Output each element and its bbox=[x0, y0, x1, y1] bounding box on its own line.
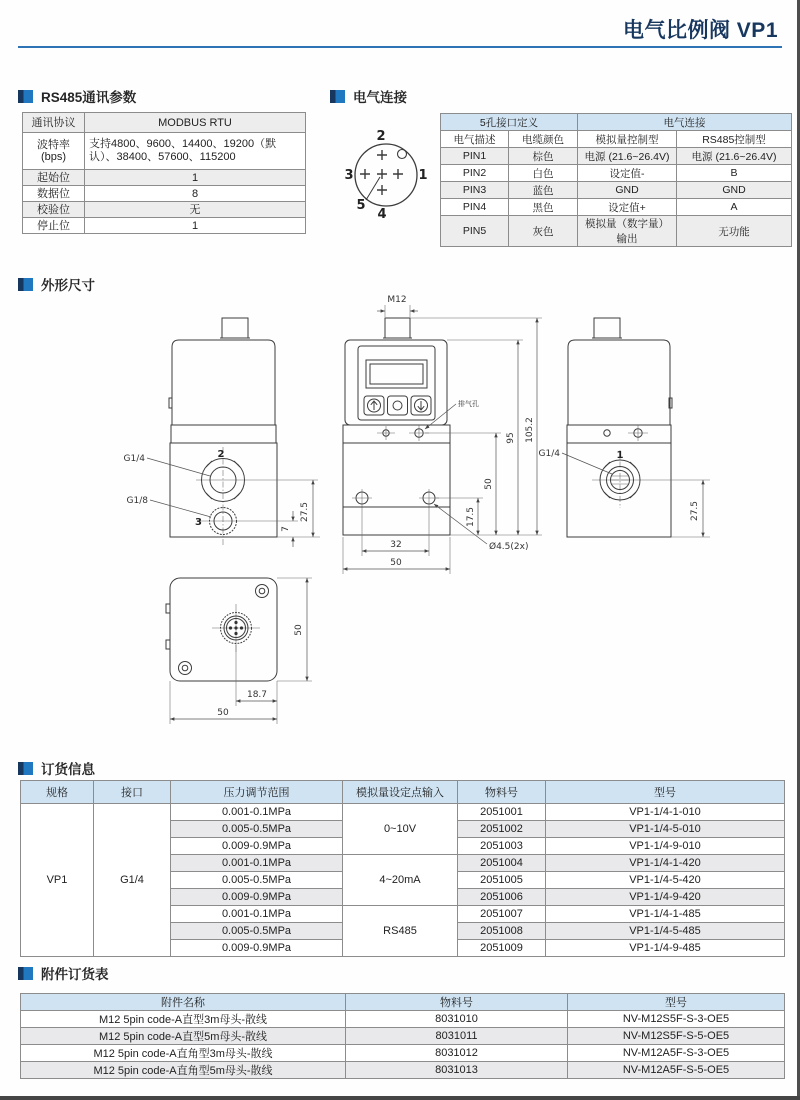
accessory-name: M12 5pin code-A直角型5m母头-散线 bbox=[21, 1062, 346, 1079]
param-value: 8 bbox=[85, 186, 306, 202]
col-header: 接口 bbox=[94, 781, 171, 804]
param-label-line1: 波特率 bbox=[37, 139, 70, 151]
rs485-function: B bbox=[677, 165, 792, 182]
pressure-range: 0.001-0.1MPa bbox=[171, 855, 343, 872]
table-row bbox=[441, 148, 792, 165]
section-bullet-icon bbox=[18, 90, 33, 103]
pin-number-4: 4 bbox=[377, 207, 387, 222]
title-divider bbox=[18, 46, 782, 48]
section-rs485-params bbox=[18, 86, 136, 106]
rs485-function: 电源 (21.6~26.4V) bbox=[677, 148, 792, 165]
front-view-drawing bbox=[343, 295, 542, 574]
col-header: 模拟量设定点输入 bbox=[343, 781, 458, 804]
pressure-range: 0.009-0.9MPa bbox=[171, 940, 343, 957]
model-number: VP1-1/4-1-010 bbox=[546, 804, 785, 821]
table-row bbox=[23, 202, 306, 218]
dim-7: 7 bbox=[281, 526, 291, 532]
table-row bbox=[21, 1028, 785, 1045]
section-bullet-icon bbox=[330, 90, 345, 103]
accessories-table bbox=[20, 993, 785, 1079]
table-header-row bbox=[21, 994, 785, 1011]
model-number: VP1-1/4-5-485 bbox=[546, 923, 785, 940]
param-value: 支持4800、9600、14400、19200（默认）、38400、57600、115200 bbox=[85, 133, 306, 170]
input-type-cell: 0~10V bbox=[343, 804, 458, 855]
part-number: 2051001 bbox=[458, 804, 546, 821]
part-number: 2051006 bbox=[458, 889, 546, 906]
pin-definition-table bbox=[440, 113, 792, 247]
col-header: 型号 bbox=[546, 781, 785, 804]
rs485-function: 无功能 bbox=[677, 216, 792, 247]
wire-color: 棕色 bbox=[509, 148, 578, 165]
accessory-name: M12 5pin code-A直角型3m母头-散线 bbox=[21, 1045, 346, 1062]
col-header: 附件名称 bbox=[21, 994, 346, 1011]
section-electrical-connection bbox=[330, 86, 407, 106]
col-header: 物料号 bbox=[458, 781, 546, 804]
section-title-text: 外形尺寸 bbox=[41, 278, 95, 293]
pin-number-1: 1 bbox=[418, 168, 428, 183]
rs485-function: A bbox=[677, 199, 792, 216]
model-number: VP1-1/4-9-420 bbox=[546, 889, 785, 906]
dimension-drawings bbox=[0, 270, 800, 760]
table-row bbox=[23, 186, 306, 202]
table-row bbox=[21, 1011, 785, 1028]
m12-thread-label: M12 bbox=[387, 295, 407, 305]
table-row bbox=[23, 218, 306, 234]
col-header: RS485控制型 bbox=[677, 131, 792, 148]
table-header-row bbox=[21, 781, 785, 804]
pressure-range: 0.005-0.5MPa bbox=[171, 872, 343, 889]
port1-label: 1 bbox=[616, 450, 624, 461]
table-row bbox=[441, 199, 792, 216]
pin-id: PIN2 bbox=[441, 165, 509, 182]
table-row bbox=[23, 133, 306, 170]
pin-id: PIN3 bbox=[441, 182, 509, 199]
param-value: MODBUS RTU bbox=[85, 113, 306, 133]
param-value: 无 bbox=[85, 202, 306, 218]
param-label: 校验位 bbox=[23, 202, 85, 218]
input-type-cell: 4~20mA bbox=[343, 855, 458, 906]
part-number: 2051007 bbox=[458, 906, 546, 923]
part-number: 2051008 bbox=[458, 923, 546, 940]
part-number: 2051005 bbox=[458, 872, 546, 889]
part-number: 2051004 bbox=[458, 855, 546, 872]
model-number: NV-M12S5F-S-3-OE5 bbox=[568, 1011, 785, 1028]
wire-color: 灰色 bbox=[509, 216, 578, 247]
dim-32: 32 bbox=[390, 540, 402, 550]
dim-50-right: 50 bbox=[294, 624, 304, 636]
spec-cell: VP1 bbox=[21, 804, 94, 957]
port2-label: 2 bbox=[217, 449, 225, 460]
ordering-table bbox=[20, 780, 785, 957]
pin5-leader-line bbox=[366, 177, 380, 200]
pressure-range: 0.009-0.9MPa bbox=[171, 889, 343, 906]
side-view-left-drawing bbox=[124, 318, 320, 547]
section-title-text: 电气连接 bbox=[353, 90, 407, 105]
accessory-name: M12 5pin code-A直型3m母头-散线 bbox=[21, 1011, 346, 1028]
col-header: 电缆颜色 bbox=[509, 131, 578, 148]
dim-27-5: 27.5 bbox=[300, 501, 310, 523]
group-header: 电气连接 bbox=[578, 114, 792, 131]
analog-function: 设定值+ bbox=[578, 199, 677, 216]
rs485-function: GND bbox=[677, 182, 792, 199]
param-label: 通讯协议 bbox=[23, 113, 85, 133]
pin-id: PIN1 bbox=[441, 148, 509, 165]
section-title-text: 附件订货表 bbox=[41, 967, 109, 982]
section-accessories bbox=[18, 963, 109, 983]
mounting-hole-callout: Ø4.5(2x) bbox=[489, 542, 529, 552]
col-header: 压力调节范围 bbox=[171, 781, 343, 804]
port-cell: G1/4 bbox=[94, 804, 171, 957]
model-number: VP1-1/4-1-420 bbox=[546, 855, 785, 872]
side-view-right-drawing bbox=[539, 318, 710, 537]
pressure-range: 0.005-0.5MPa bbox=[171, 923, 343, 940]
dim-17-5: 17.5 bbox=[466, 506, 476, 528]
connector-outline bbox=[355, 144, 417, 206]
section-title-text: 订货信息 bbox=[41, 762, 95, 777]
accessory-name: M12 5pin code-A直型5m母头-散线 bbox=[21, 1028, 346, 1045]
scan-edge-bottom bbox=[0, 1096, 800, 1100]
pin-cross-marks bbox=[360, 150, 403, 195]
dim-50-bottom: 50 bbox=[217, 708, 229, 718]
part-number: 8031012 bbox=[346, 1045, 568, 1062]
model-number: VP1-1/4-5-010 bbox=[546, 821, 785, 838]
group-header: 5孔接口定义 bbox=[441, 114, 578, 131]
keying-notch bbox=[398, 150, 407, 159]
pressure-range: 0.009-0.9MPa bbox=[171, 838, 343, 855]
col-header: 型号 bbox=[568, 994, 785, 1011]
table-row bbox=[441, 216, 792, 247]
dim-50-bottom: 50 bbox=[390, 558, 402, 568]
input-type-cell: RS485 bbox=[343, 906, 458, 957]
pressure-range: 0.001-0.1MPa bbox=[171, 804, 343, 821]
analog-function: GND bbox=[578, 182, 677, 199]
part-number: 8031011 bbox=[346, 1028, 568, 1045]
section-ordering-info bbox=[18, 758, 95, 778]
bottom-view-drawing bbox=[166, 578, 312, 724]
table-row bbox=[21, 1045, 785, 1062]
model-number: NV-M12A5F-S-5-OE5 bbox=[568, 1062, 785, 1079]
model-number: VP1-1/4-9-010 bbox=[546, 838, 785, 855]
wire-color: 黑色 bbox=[509, 199, 578, 216]
pin-id: PIN5 bbox=[441, 216, 509, 247]
table-row bbox=[441, 165, 792, 182]
table-row bbox=[21, 1062, 785, 1079]
analog-function: 电源 (21.6~26.4V) bbox=[578, 148, 677, 165]
table-row bbox=[441, 131, 792, 148]
table-row bbox=[441, 182, 792, 199]
page-title: 电气比例阀 VP1 bbox=[622, 19, 778, 42]
analog-function: 设定值- bbox=[578, 165, 677, 182]
param-label: 数据位 bbox=[23, 186, 85, 202]
pin-number-5: 5 bbox=[356, 198, 366, 213]
section-bullet-icon bbox=[18, 762, 33, 775]
port3-label: 3 bbox=[195, 517, 202, 528]
model-number: NV-M12A5F-S-3-OE5 bbox=[568, 1045, 785, 1062]
table-row bbox=[21, 804, 785, 821]
table-row bbox=[441, 114, 792, 131]
dim-95: 95 bbox=[506, 432, 516, 444]
param-label: 起始位 bbox=[23, 170, 85, 186]
param-label-line2: (bps) bbox=[40, 151, 67, 163]
part-number: 2051002 bbox=[458, 821, 546, 838]
pressure-range: 0.001-0.1MPa bbox=[171, 906, 343, 923]
wire-color: 白色 bbox=[509, 165, 578, 182]
model-number: VP1-1/4-9-485 bbox=[546, 940, 785, 957]
col-header: 物料号 bbox=[346, 994, 568, 1011]
param-label bbox=[23, 133, 85, 170]
m12-connector-diagram bbox=[330, 112, 442, 230]
g14-thread-label: G1/4 bbox=[538, 449, 560, 459]
model-number: VP1-1/4-5-420 bbox=[546, 872, 785, 889]
model-number: NV-M12S5F-S-5-OE5 bbox=[568, 1028, 785, 1045]
model-number: VP1-1/4-1-485 bbox=[546, 906, 785, 923]
section-bullet-icon bbox=[18, 967, 33, 980]
table-row bbox=[23, 170, 306, 186]
dim-105-2: 105.2 bbox=[525, 417, 535, 443]
part-number: 2051009 bbox=[458, 940, 546, 957]
wire-color: 蓝色 bbox=[509, 182, 578, 199]
param-value: 1 bbox=[85, 218, 306, 234]
dim-50-right: 50 bbox=[484, 478, 494, 490]
col-header: 电气描述 bbox=[441, 131, 509, 148]
pin-id: PIN4 bbox=[441, 199, 509, 216]
g18-thread-label: G1/8 bbox=[126, 496, 148, 506]
param-value: 1 bbox=[85, 170, 306, 186]
dim-18-7: 18.7 bbox=[246, 690, 268, 700]
pin-number-3: 3 bbox=[344, 168, 354, 183]
param-label: 停止位 bbox=[23, 218, 85, 234]
part-number: 8031010 bbox=[346, 1011, 568, 1028]
col-header: 模拟量控制型 bbox=[578, 131, 677, 148]
table-row bbox=[23, 113, 306, 133]
pin-number-2: 2 bbox=[376, 129, 386, 144]
dim-27-5: 27.5 bbox=[690, 500, 700, 522]
section-title-text: RS485通讯参数 bbox=[41, 90, 137, 105]
analog-function: 模拟量（数字量）输出 bbox=[578, 216, 677, 247]
part-number: 8031013 bbox=[346, 1062, 568, 1079]
vent-hole-label: 排气孔 bbox=[458, 400, 479, 408]
g14-thread-label: G1/4 bbox=[123, 454, 145, 464]
col-header: 规格 bbox=[21, 781, 94, 804]
part-number: 2051003 bbox=[458, 838, 546, 855]
pressure-range: 0.005-0.5MPa bbox=[171, 821, 343, 838]
rs485-params-table bbox=[22, 112, 306, 234]
